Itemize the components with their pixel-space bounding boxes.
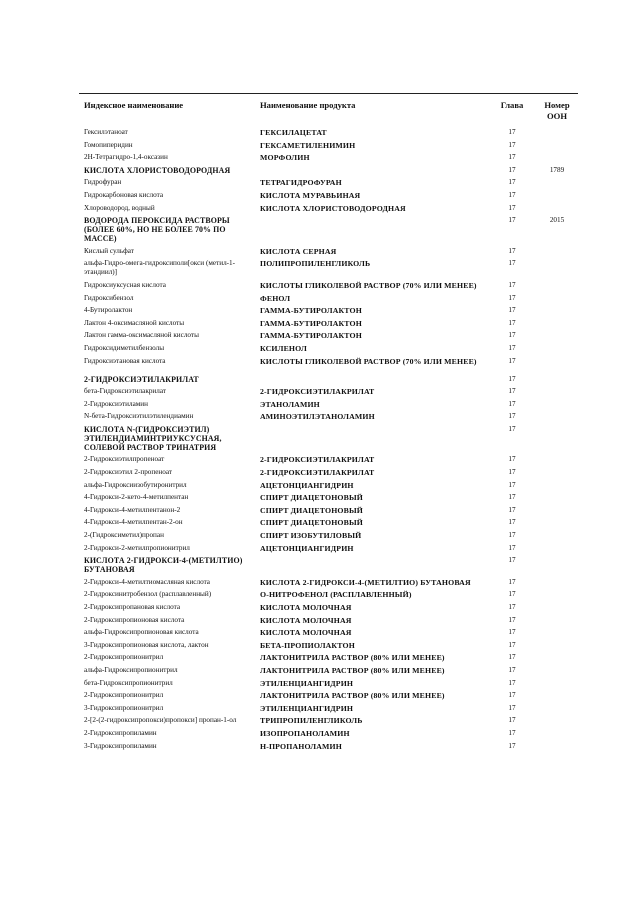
table-row <box>84 506 578 519</box>
chapter-cell: 17 <box>508 293 516 302</box>
chapter-cell: 17 <box>508 741 516 750</box>
chapter-cell: 17 <box>508 280 516 289</box>
table-row <box>84 455 578 468</box>
index-cell: 2-Гидроксиэтилпропеноат <box>84 455 165 464</box>
un-number-cell <box>536 306 578 319</box>
table-row <box>84 641 578 654</box>
product-cell: ЛАКТОНИТРИЛА РАСТВОР (80% ИЛИ МЕНЕЕ) <box>260 653 445 663</box>
chapter-cell: 17 <box>508 424 516 433</box>
un-number-cell <box>536 556 578 578</box>
un-number-cell <box>536 506 578 519</box>
product-cell: ГЕКСАМЕТИЛЕНИМИН <box>260 140 356 150</box>
header-rule <box>79 93 578 94</box>
un-number-cell <box>536 691 578 704</box>
product-cell: ПОЛИПРОПИЛЕНГЛИКОЛЬ <box>260 259 371 269</box>
product-cell: ГЕКСИЛАЦЕТАТ <box>260 128 327 137</box>
table-row <box>84 357 578 375</box>
product-cell: ГАММА-БУТИРОЛАКТОН <box>260 306 362 316</box>
product-cell: КИСЛОТЫ ГЛИКОЛЕВОЙ РАСТВОР (70% ИЛИ МЕНЕЕ) <box>260 356 477 366</box>
chapter-cell: 17 <box>508 628 516 637</box>
table-row <box>84 653 578 666</box>
index-cell: 2-ГИДРОКСИЭТИЛАКРИЛАТ <box>84 374 199 384</box>
un-number-cell <box>536 468 578 481</box>
chapter-cell: 17 <box>508 306 516 315</box>
table-row <box>84 166 578 179</box>
table-row <box>84 306 578 319</box>
product-cell: ЭТАНОЛАМИН <box>260 399 320 409</box>
index-cell: 2Н-Тетрагидро-1,4-оксазин <box>84 153 168 162</box>
product-cell: КИСЛОТА ХЛОРИСТОВОДОРОДНАЯ <box>260 203 406 213</box>
un-number-cell <box>536 259 578 281</box>
chapter-cell: 17 <box>508 128 516 136</box>
product-cell: ГАММА-БУТИРОЛАКТОН <box>260 318 362 328</box>
un-number-cell <box>536 387 578 400</box>
table-row <box>84 412 578 425</box>
table-row <box>84 691 578 704</box>
chapter-cell: 17 <box>508 259 516 268</box>
index-cell: Гидрофуран <box>84 178 122 187</box>
chapter-cell: 17 <box>508 640 516 649</box>
index-cell: КИСЛОТА 2-ГИДРОКСИ-4-(МЕТИЛТИО) БУТАНОВАЯ <box>84 556 243 575</box>
un-number-cell <box>536 247 578 260</box>
un-number-cell <box>536 357 578 375</box>
chapter-cell: 17 <box>508 374 516 383</box>
product-cell: ГАММА-БУТИРОЛАКТОН <box>260 331 362 341</box>
un-number-cell <box>536 375 578 388</box>
chapter-cell: 17 <box>508 140 516 149</box>
index-cell: Хлороводород, водный <box>84 203 155 212</box>
index-cell: 4-Гидрокси-4-метилпентанон-2 <box>84 505 181 514</box>
table-row <box>84 628 578 641</box>
table-row <box>84 544 578 557</box>
product-cell: ФЕНОЛ <box>260 293 291 303</box>
un-number-cell <box>536 716 578 729</box>
chapter-cell: 17 <box>508 399 516 408</box>
product-cell <box>260 216 488 247</box>
chapter-cell: 17 <box>508 331 516 340</box>
index-cell: 4-Гидрокси-4-метилпентан-2-он <box>84 518 183 527</box>
un-number-cell <box>536 294 578 307</box>
un-number-cell <box>536 128 578 141</box>
chapter-cell: 17 <box>508 203 516 212</box>
table-row <box>84 128 578 141</box>
chapter-cell: 17 <box>508 468 516 477</box>
table-row <box>84 578 578 591</box>
table-row <box>84 518 578 531</box>
index-cell: Гидроксидиметилбензолы <box>84 343 165 352</box>
product-cell: АЦЕТОНЦИАНГИДРИН <box>260 480 354 490</box>
index-cell: N-бета-Гидроксиэтилэтилендиамин <box>84 412 194 421</box>
product-cell: СПИРТ ДИАЦЕТОНОВЫЙ <box>260 518 364 528</box>
product-cell: ТЕТРАГИДРОФУРАН <box>260 178 342 188</box>
table-row <box>84 556 578 578</box>
chapter-cell: 17 <box>508 505 516 514</box>
product-cell: ЭТИЛЕНЦИАНГИДРИН <box>260 678 354 688</box>
index-cell: 2-Гидроксиэтиламин <box>84 399 148 408</box>
product-cell: Н-ПРОПАНОЛАМИН <box>260 741 342 751</box>
table-row <box>84 716 578 729</box>
chapter-cell: 17 <box>508 412 516 421</box>
index-cell: Лактон гамма-оксимасляной кислоты <box>84 331 199 340</box>
un-number-cell <box>536 641 578 654</box>
index-table <box>84 100 578 754</box>
table-body <box>84 128 578 754</box>
table-row <box>84 281 578 294</box>
table-row <box>84 216 578 247</box>
chapter-cell: 17 <box>508 178 516 187</box>
un-number-cell <box>536 742 578 755</box>
table-row <box>84 319 578 332</box>
table-row <box>84 704 578 717</box>
chapter-cell: 17 <box>508 716 516 725</box>
index-cell: Лактон 4-оксимасляной кислоты <box>84 318 185 327</box>
un-number-cell <box>536 281 578 294</box>
table-row <box>84 387 578 400</box>
product-cell <box>260 556 488 578</box>
index-cell: 2-Гидроксиэтил 2-пропеноат <box>84 468 173 477</box>
table-row <box>84 375 578 388</box>
product-cell: ЛАКТОНИТРИЛА РАСТВОР (80% ИЛИ МЕНЕЕ) <box>260 691 445 701</box>
product-cell: КИСЛОТА МОЛОЧНАЯ <box>260 628 352 638</box>
un-number-cell <box>536 493 578 506</box>
un-number-cell <box>536 729 578 742</box>
chapter-cell: 17 <box>508 343 516 352</box>
un-number-cell <box>536 178 578 191</box>
un-number-cell: 1789 <box>549 165 565 174</box>
table-row <box>84 294 578 307</box>
product-cell: О-НИТРОФЕНОЛ (РАСПЛАВЛЕННЫЙ) <box>260 590 412 600</box>
product-cell: КСИЛЕНОЛ <box>260 343 307 353</box>
index-cell: КИСЛОТА ХЛОРИСТОВОДОРОДНАЯ <box>84 165 231 175</box>
chapter-cell: 17 <box>508 728 516 737</box>
un-number-cell <box>536 141 578 154</box>
product-cell: СПИРТ ДИАЦЕТОНОВЫЙ <box>260 505 364 515</box>
product-cell <box>260 375 488 388</box>
product-cell: СПИРТ ИЗОБУТИЛОВЫЙ <box>260 531 362 541</box>
index-cell: бета-Гидроксипропионитрил <box>84 678 173 687</box>
un-number-cell <box>536 518 578 531</box>
product-cell <box>260 166 488 179</box>
table-row <box>84 742 578 755</box>
table-row <box>84 590 578 603</box>
un-number-cell <box>536 653 578 666</box>
un-number-cell <box>536 344 578 357</box>
index-cell: альфа-Гидро-омега-гидроксиполи[окси (метил-1-этандиил)] <box>84 259 236 277</box>
un-number-cell <box>536 590 578 603</box>
un-number-cell <box>536 603 578 616</box>
product-cell: ЭТИЛЕНЦИАНГИДРИН <box>260 703 354 713</box>
chapter-cell: 17 <box>508 577 516 586</box>
chapter-cell: 17 <box>508 665 516 674</box>
product-cell: КИСЛОТЫ ГЛИКОЛЕВОЙ РАСТВОР (70% ИЛИ МЕНЕЕ) <box>260 280 477 290</box>
chapter-cell: 17 <box>508 691 516 700</box>
product-cell: КИСЛОТА 2-ГИДРОКСИ-4-(МЕТИЛТИО) БУТАНОВАЯ <box>260 577 471 587</box>
index-cell: 2-[2-(2-гидроксипропокси)пропокси] пропан-1-ол <box>84 716 237 725</box>
product-cell: 2-ГИДРОКСИЭТИЛАКРИЛАТ <box>260 468 375 478</box>
product-cell: ТРИПРОПИЛЕНГЛИКОЛЬ <box>260 716 363 726</box>
chapter-cell: 17 <box>508 216 516 225</box>
table-row <box>84 331 578 344</box>
product-cell: ЛАКТОНИТРИЛА РАСТВОР (80% ИЛИ МЕНЕЕ) <box>260 665 445 675</box>
chapter-cell: 17 <box>508 246 516 255</box>
index-cell: 2-(Гидроксиметил)пропан <box>84 531 164 540</box>
index-cell: 2-Гидроксипропионитрил <box>84 691 164 700</box>
un-number-cell <box>536 153 578 166</box>
chapter-cell: 17 <box>508 590 516 599</box>
table-row <box>84 468 578 481</box>
table-row <box>84 141 578 154</box>
table-row <box>84 493 578 506</box>
chapter-cell: 17 <box>508 518 516 527</box>
table-row <box>84 204 578 217</box>
index-cell: КИСЛОТА N-(ГИДРОКСИЭТИЛ) ЭТИЛЕНДИАМИНТРИУКСУСНАЯ, СОЛЕВОЙ РАСТВОР ТРИНАТРИЯ <box>84 424 222 452</box>
index-cell: 3-Гидроксипропионитрил <box>84 703 164 712</box>
un-number-cell <box>536 531 578 544</box>
table-row <box>84 603 578 616</box>
product-cell: АМИНОЭТИЛЭТАНОЛАМИН <box>260 412 375 422</box>
index-cell: Гидроксибензол <box>84 293 134 302</box>
index-cell: 2-Гидрокси-4-метилтиомасляная кислота <box>84 577 210 586</box>
index-cell: Гидроксиуксусная кислота <box>84 280 166 289</box>
product-cell: 2-ГИДРОКСИЭТИЛАКРИЛАТ <box>260 387 375 397</box>
chapter-cell: 17 <box>508 556 516 565</box>
header-un-number: Номер ООН <box>544 100 570 121</box>
header-product-name: Наименование продукта <box>260 100 356 110</box>
table-row <box>84 531 578 544</box>
index-cell: Гексилэтаноат <box>84 128 128 136</box>
table-header-row <box>84 100 578 128</box>
product-cell: БЕТА-ПРОПИОЛАКТОН <box>260 640 355 650</box>
table-row <box>84 153 578 166</box>
un-number-cell <box>536 400 578 413</box>
index-cell: альфа-Гидроксиизобутиронитрил <box>84 480 187 489</box>
un-number-cell <box>536 204 578 217</box>
un-number-cell <box>536 331 578 344</box>
table-row <box>84 400 578 413</box>
index-cell: Гомопиперидин <box>84 140 133 149</box>
chapter-cell: 17 <box>508 356 516 365</box>
index-cell: Гидроксиэтановая кислота <box>84 356 166 365</box>
chapter-cell: 17 <box>508 190 516 199</box>
index-cell: 2-Гидроксипропионитрил <box>84 653 164 662</box>
index-cell: 4-Гидрокси-2-кето-4-метилпентан <box>84 493 189 502</box>
chapter-cell: 17 <box>508 678 516 687</box>
chapter-cell: 17 <box>508 455 516 464</box>
chapter-cell: 17 <box>508 543 516 552</box>
table-row <box>84 679 578 692</box>
index-cell: 4-Бутиролактон <box>84 306 133 315</box>
un-number-cell <box>536 578 578 591</box>
table-row <box>84 178 578 191</box>
un-number-cell <box>536 319 578 332</box>
chapter-cell: 17 <box>508 653 516 662</box>
index-cell: ВОДОРОДА ПЕРОКСИДА РАСТВОРЫ (БОЛЕЕ 60%, НО НЕ БОЛЕЕ 70% ПО МАССЕ) <box>84 216 230 244</box>
un-number-cell <box>536 425 578 456</box>
index-cell: 2-Гидроксипропановая кислота <box>84 603 181 611</box>
chapter-cell: 17 <box>508 318 516 327</box>
table-row <box>84 729 578 742</box>
un-number-cell <box>536 704 578 717</box>
table-row <box>84 616 578 629</box>
chapter-cell: 17 <box>508 531 516 540</box>
table-row <box>84 425 578 456</box>
un-number-cell <box>536 481 578 494</box>
table-row <box>84 666 578 679</box>
chapter-cell: 17 <box>508 603 516 611</box>
index-cell: альфа-Гидроксипропионитрил <box>84 665 178 674</box>
product-cell: АЦЕТОНЦИАНГИДРИН <box>260 543 354 553</box>
chapter-cell: 17 <box>508 493 516 502</box>
product-cell: СПИРТ ДИАЦЕТОНОВЫЙ <box>260 493 364 503</box>
table-row <box>84 481 578 494</box>
un-number-cell <box>536 679 578 692</box>
product-cell: КИСЛОТА СЕРНАЯ <box>260 246 337 256</box>
chapter-cell: 17 <box>508 387 516 396</box>
un-number-cell <box>536 628 578 641</box>
un-number-cell: 2015 <box>549 216 565 225</box>
index-cell: 2-Гидроксинитробензол (расплавленный) <box>84 590 212 599</box>
chapter-cell: 17 <box>508 165 516 174</box>
index-cell: 2-Гидрокси-2-метилпропионитрил <box>84 543 190 552</box>
table-row <box>84 247 578 260</box>
index-cell: 2-Гидроксипропионовая кислота <box>84 615 185 624</box>
un-number-cell <box>536 191 578 204</box>
chapter-cell: 17 <box>508 153 516 162</box>
chapter-cell: 17 <box>508 480 516 489</box>
chapter-cell: 17 <box>508 615 516 624</box>
index-cell: 2-Гидроксипропиламин <box>84 728 157 737</box>
product-cell: ИЗОПРОПАНОЛАМИН <box>260 728 350 738</box>
header-index-name: Индексное наименование <box>84 100 184 110</box>
product-cell <box>260 425 488 456</box>
index-cell: 3-Гидроксипропионовая кислота, лактон <box>84 640 209 649</box>
table-row <box>84 344 578 357</box>
un-number-cell <box>536 455 578 468</box>
header-chapter: Глава <box>500 100 524 110</box>
product-cell: 2-ГИДРОКСИЭТИЛАКРИЛАТ <box>260 455 375 465</box>
table-row <box>84 191 578 204</box>
product-cell: КИСЛОТА МОЛОЧНАЯ <box>260 615 352 625</box>
index-cell: 3-Гидроксипропиламин <box>84 741 157 750</box>
un-number-cell <box>536 616 578 629</box>
product-cell: МОРФОЛИН <box>260 153 310 163</box>
index-cell: бета-Гидроксиэтилакрилат <box>84 387 166 396</box>
table-row <box>84 259 578 281</box>
chapter-cell: 17 <box>508 703 516 712</box>
un-number-cell <box>536 412 578 425</box>
product-cell: КИСЛОТА МОЛОЧНАЯ <box>260 603 352 612</box>
un-number-cell <box>536 666 578 679</box>
un-number-cell <box>536 544 578 557</box>
index-cell: Гидрокарбоновая кислота <box>84 190 164 199</box>
index-cell: альфа-Гидроксипропионовая кислота <box>84 628 199 637</box>
index-cell: Кислый сульфат <box>84 246 134 255</box>
product-cell: КИСЛОТА МУРАВЬИНАЯ <box>260 190 361 200</box>
